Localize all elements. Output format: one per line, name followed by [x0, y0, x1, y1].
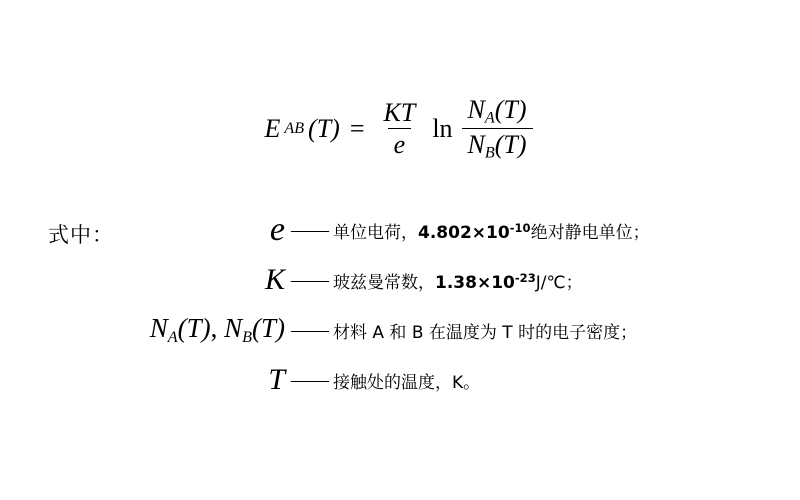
legend-item-k — [0, 255, 800, 305]
fraction-kt-over-e — [378, 99, 422, 160]
equation-equals-sign: = — [349, 114, 365, 144]
legend-description-k: 玻兹曼常数，$1.38\times 10^{-23}J/℃$； — [333, 270, 583, 293]
equation-lhs-argument: (T) — [308, 114, 340, 144]
legend-symbol-e: e — [269, 211, 285, 248]
fraction-numerator-na: $N_A(T)$ — [467, 95, 527, 127]
legend-symbol-na-nb: $N_A(T)$, $N_B(T)$ — [149, 313, 285, 346]
fraction-denominator-e: e — [388, 128, 412, 160]
natural-log-operator: ln — [432, 114, 453, 144]
legend-dash: —— — [291, 218, 327, 241]
legend-dash: —— — [291, 268, 327, 291]
legend-item-na-nb — [0, 305, 800, 355]
legend-description-na-nb: 材料 A 和 B 在温度为 T 时的电子密度； — [333, 322, 638, 343]
legend-dash: —— — [291, 368, 327, 391]
equation-lhs-subscript: AB — [284, 120, 305, 138]
main-equation — [0, 96, 800, 162]
legend-dash: —— — [291, 318, 327, 341]
fraction-denominator-nb: $N_B(T)$ — [462, 128, 533, 162]
legend-symbol-t: T — [268, 363, 285, 396]
equation-lhs-symbol: E — [264, 114, 281, 144]
legend-list — [0, 205, 800, 405]
legend-lead-label: 式中： — [48, 223, 114, 247]
legend-symbol-k: K — [264, 263, 285, 296]
fraction-na-over-nb — [462, 96, 533, 162]
legend-item-t — [0, 355, 800, 405]
legend-description-t: 接触处的温度，K。 — [333, 372, 481, 393]
equation-row — [264, 96, 535, 162]
fraction-numerator-kt: KT — [383, 97, 416, 127]
legend-description-e: 单位电荷，$4.802\times 10^{-10}$绝对静电单位； — [333, 220, 650, 243]
legend-item-e — [0, 205, 800, 255]
